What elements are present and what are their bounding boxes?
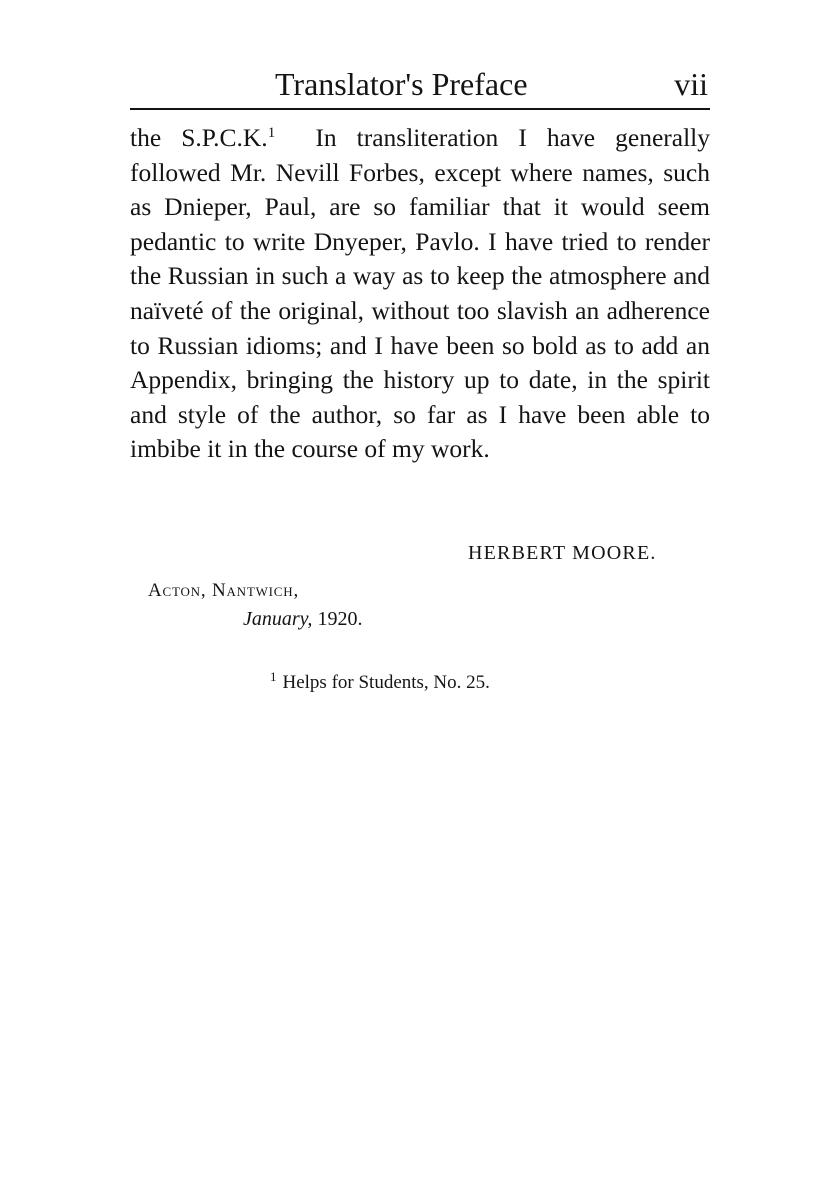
paragraph-text (130, 121, 710, 467)
footnote-mark: 1 (270, 669, 277, 684)
footnote (270, 670, 490, 696)
date-line (243, 606, 362, 632)
paragraph-opening: the S.P.C.K. (130, 123, 268, 152)
translator-signature: HERBERT MOORE. (468, 542, 657, 564)
paragraph-body: In transliteration I have generally followed Mr. Nevill Forbes, except where names, such as Dnieper, Paul, are so familiar that it would seem pedantic to write Dnyeper, Pavlo. I have tried to render the Russian in such a way as to keep the atmosphere and naïveté of the original, without too slavish an adherence to Russian idioms; and I have been so bold as to add an Appendix, bringing the history up to date, in the spirit and style of the author, so far as I have been able to imbibe it in the course of my work. (130, 123, 710, 464)
footnote-text: Helps for Students, No. 25. (282, 672, 490, 693)
date-month: January, (243, 608, 313, 630)
date-year: 1920. (317, 608, 363, 630)
footnote-reference: 1 (267, 125, 276, 141)
place-line: Acton, Nantwich, (148, 580, 300, 601)
running-title: Translator's Preface (275, 66, 528, 102)
page-header (130, 62, 710, 106)
header-rule (130, 108, 710, 110)
page-number: vii (674, 66, 708, 102)
preface-paragraph (130, 121, 710, 467)
